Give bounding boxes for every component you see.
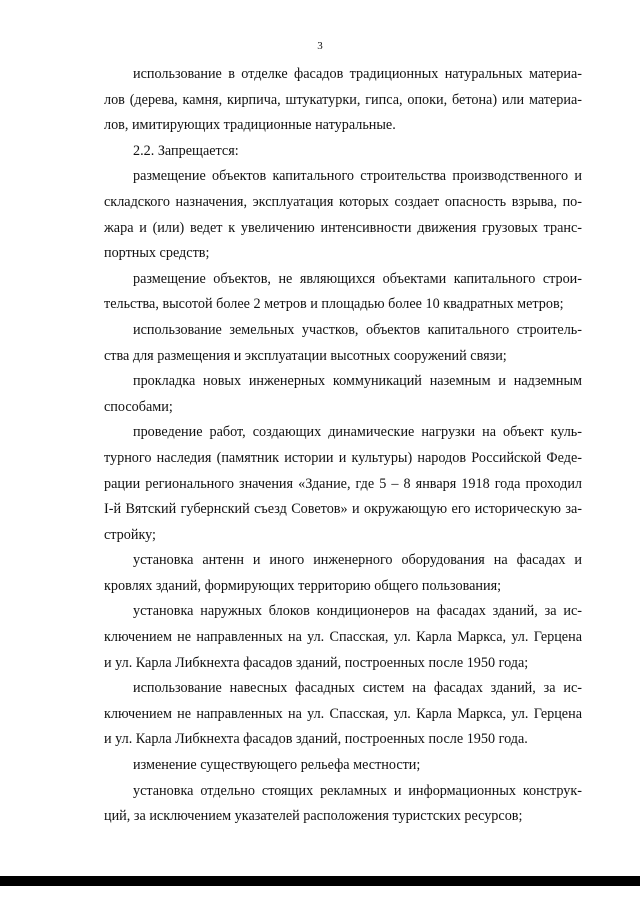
text-line: и ул. Карла Либкнехта фасадов зданий, построенных после 1950 года;: [104, 654, 529, 671]
text-line: ства для размещения и эксплуатации высотных сооружений связи;: [104, 347, 507, 364]
paragraph: [104, 548, 582, 599]
text-line: проведение работ, создающих динамические нагрузки на объект куль-: [133, 424, 582, 441]
text-line: лов, имитирующих традиционные натуральные.: [104, 117, 396, 134]
page-number: 3: [317, 40, 323, 52]
text-line: прокладка новых инженерных коммуникаций наземным и надземным: [133, 373, 582, 390]
text-line: ключением не направленных на ул. Спасская, ул. Карла Маркса, ул. Герцена: [104, 629, 582, 646]
paragraph: [104, 164, 582, 266]
text-line: ций, за исключением указателей расположения туристских ресурсов;: [104, 808, 523, 825]
paragraph: [104, 676, 582, 753]
text-line: ключением не направленных на ул. Спасская, ул. Карла Маркса, ул. Герцена: [104, 705, 582, 722]
text-line: способами;: [104, 398, 173, 415]
text-line: размещение объектов капитального строительства производственного и: [133, 168, 582, 185]
text-line: стройку;: [104, 526, 156, 543]
text-line: установка отдельно стоящих рекламных и информационных конструк-: [133, 782, 582, 799]
text-line: лов (дерева, камня, кирпича, штукатурки, гипса, опоки, бетона) или материа-: [104, 91, 582, 108]
document-body: [104, 62, 582, 830]
section-heading: [104, 139, 582, 165]
paragraph: [104, 753, 582, 779]
paragraph: [104, 267, 582, 318]
text-line: использование в отделке фасадов традиционных натуральных материа-: [133, 66, 582, 82]
text-line: турного наследия (памятник истории и культуры) народов Российской Феде-: [104, 449, 582, 466]
paragraph: [104, 62, 582, 139]
text-line: портных средств;: [104, 245, 210, 262]
text-line: и ул. Карла Либкнехта фасадов зданий, построенных после 1950 года.: [104, 731, 528, 748]
text-line: использование навесных фасадных систем на фасадах зданий, за ис-: [133, 680, 582, 697]
text-line: I-й Вятский губернский съезд Советов» и окружающую его историческую за-: [104, 501, 582, 518]
text-line: размещение объектов, не являющихся объектами капитального строи-: [133, 270, 582, 287]
text-line: установка наружных блоков кондиционеров на фасадах зданий, за ис-: [133, 603, 582, 620]
text-line: изменение существующего рельефа местности;: [133, 757, 421, 774]
paragraph: [104, 318, 582, 369]
paragraph: [104, 420, 582, 548]
text-line: складского назначения, эксплуатация которых создает опасность взрыва, по-: [104, 193, 582, 210]
text-line: рации регионального значения «Здание, где 5 – 8 января 1918 года проходил: [104, 475, 582, 492]
scan-edge-bar: [0, 876, 640, 886]
text-line: кровлях зданий, формирующих территорию общего пользования;: [104, 577, 502, 594]
paragraph: [104, 779, 582, 830]
text-line: 2.2. Запрещается:: [133, 142, 239, 159]
text-line: тельства, высотой более 2 метров и площадью более 10 квадратных метров;: [104, 296, 564, 313]
text-line: установка антенн и иного инженерного оборудования на фасадах и: [133, 552, 582, 569]
paragraph: [104, 369, 582, 420]
paragraph: [104, 599, 582, 676]
text-line: жара и (или) ведет к увеличению интенсивности движения грузовых транс-: [104, 219, 582, 236]
text-line: использование земельных участков, объектов капитального строитель-: [133, 321, 582, 338]
